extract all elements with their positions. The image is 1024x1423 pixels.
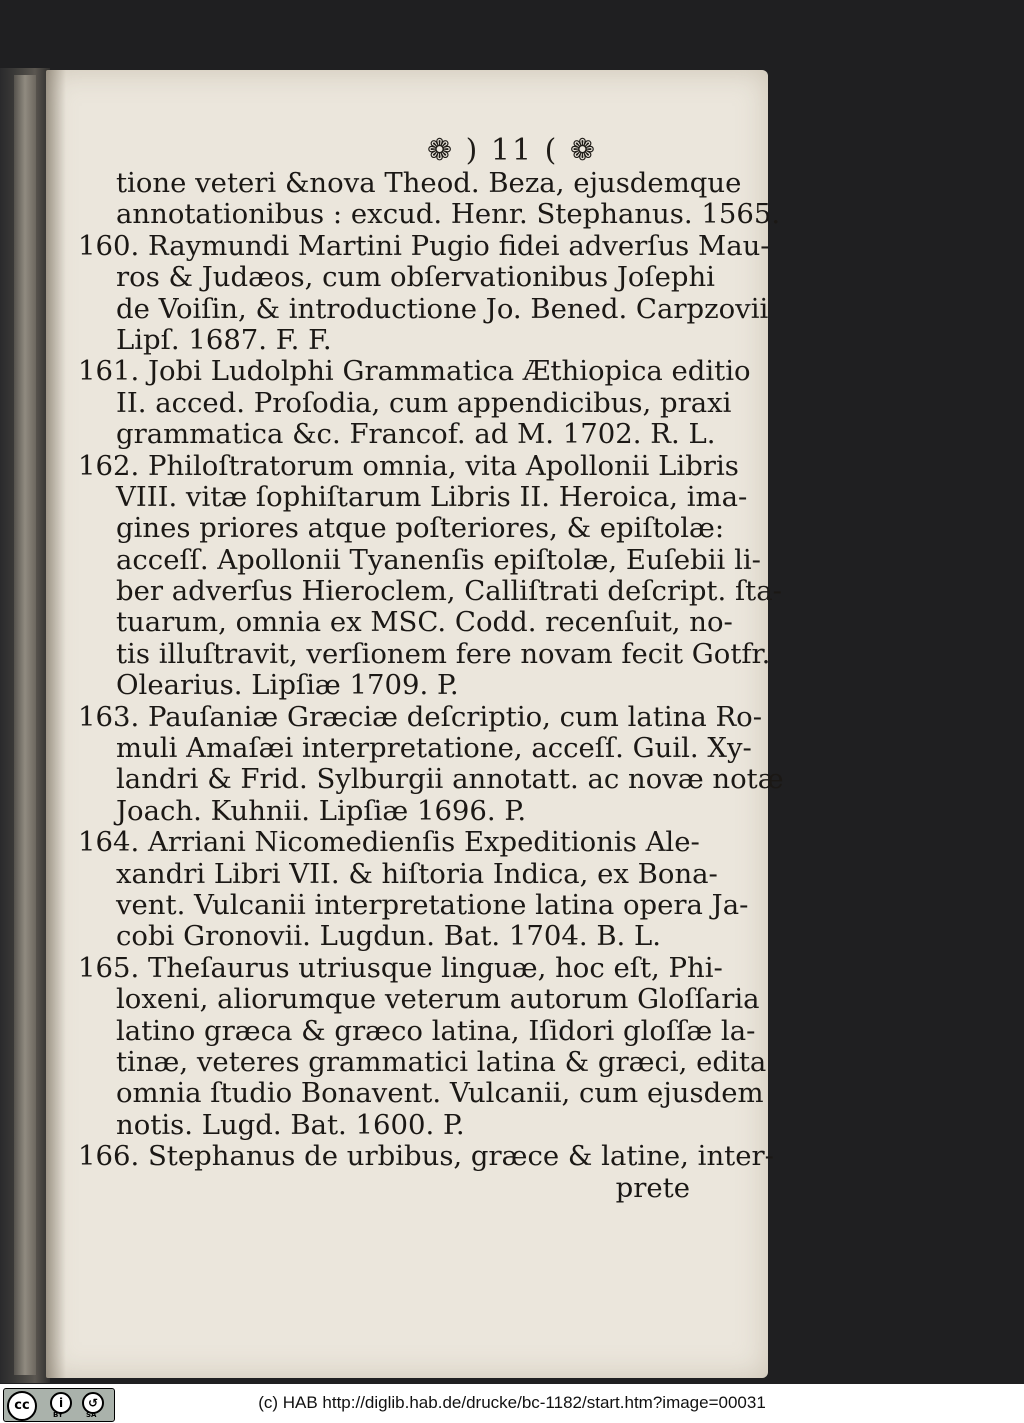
text-line: cobi Gronovii. Lugdun. Bat. 1704. B. L. [116, 920, 662, 953]
text-line: gines priores atque poſteriores, & epiſtolæ: [116, 512, 725, 545]
page-gutter-shadow [46, 70, 66, 1378]
text-line: tinæ, veteres grammatici latina & græci, edita [116, 1045, 767, 1078]
text-line: notis. Lugd. Bat. 1600. P. [116, 1108, 465, 1141]
entry-line: 165. Theſaurus utriusque linguæ, hoc eſt, Phi- [78, 951, 723, 984]
entry-line: 162. Philoſtratorum omnia, vita Apollonii Libris [78, 449, 739, 482]
sa-label: SA [86, 1411, 97, 1419]
entry-line: 161. Jobi Ludolphi Grammatica Æthiopica editio [78, 355, 751, 388]
text-line: tuarum, omnia ex MSC. Codd. recenſuit, no- [116, 606, 733, 639]
text-line: ber adverſus Hieroclem, Calliſtrati deſcript. ſta- [116, 575, 782, 608]
text-line: VIII. vitæ ſophiſtarum Libris II. Heroica, ima- [116, 480, 748, 513]
text-line: latino græca & græco latina, Iſidori gloſſæ la- [116, 1014, 756, 1047]
page-body [78, 167, 784, 1204]
entry-line: 166. Stephanus de urbibus, græce & latine, inter- [78, 1140, 774, 1173]
ornament-left-icon: ❁ [426, 133, 455, 168]
text-line: grammatica &c. Francof. ad M. 1702. R. L. [116, 418, 716, 451]
ornament-right-icon: ❁ [569, 133, 598, 168]
text-line: de Voiſin, & introductione Jo. Bened. Carpzovii [116, 292, 769, 325]
text-line: annotationibus : excud. Henr. Stephanus. 1565. [116, 198, 781, 231]
page-header [0, 133, 1024, 168]
text-line: Olearius. Lipſiæ 1709. P. [116, 669, 459, 702]
text-line: tione veteri &nova Theod. Beza, ejusdemque [116, 167, 742, 199]
page-stack-edge [14, 75, 36, 1375]
text-line: omnia ſtudio Bonavent. Vulcanii, cum ejusdem [116, 1077, 764, 1110]
share-alike-icon: ↺ [82, 1392, 104, 1414]
text-line: loxeni, aliorumque veterum autorum Gloſſaria [116, 983, 760, 1016]
text-line: Lipſ. 1687. F. F. [116, 323, 332, 356]
text-line: Joach. Kuhnii. Lipſiæ 1696. P. [116, 794, 527, 827]
catchword: prete [615, 1171, 690, 1204]
attribution-icon: i [50, 1392, 72, 1414]
text-line: muli Amaſæi interpretatione, acceſſ. Guil. Xy- [116, 732, 752, 765]
page-number: ) 11 ( [465, 133, 559, 168]
cc-icon: cc [7, 1391, 37, 1421]
text-line: xandri Libri VII. & hiſtoria Indica, ex Bona- [116, 857, 718, 890]
text-line: II. acced. Proſodia, cum appendicibus, praxi [116, 386, 732, 419]
text-line: vent. Vulcanii interpretatione latina opera Ja- [116, 888, 749, 921]
entry-line: 160. Raymundi Martini Pugio fidei adverſus Mau- [78, 229, 770, 262]
text-line: tis illuſtravit, verſionem fere novam fecit Gotfr. [116, 637, 771, 670]
footer-bar [0, 1384, 1024, 1423]
text-line: ros & Judæos, cum obſervationibus Joſephi [116, 261, 715, 294]
credit-link[interactable]: (c) HAB http://diglib.hab.de/drucke/bc-1182/start.htm?image=00031 [258, 1393, 766, 1412]
entry-line: 164. Arriani Nicomedienſis Expeditionis Ale- [78, 826, 700, 859]
entry-line: 163. Pauſaniæ Græciæ deſcriptio, cum latina Ro- [78, 700, 763, 733]
by-label: BY [53, 1411, 64, 1419]
text-line: acceſſ. Apollonii Tyanenſis epiſtolæ, Euſebii li- [116, 543, 761, 576]
text-line: landri & Frid. Sylburgii annotatt. ac novæ notæ [116, 763, 784, 796]
